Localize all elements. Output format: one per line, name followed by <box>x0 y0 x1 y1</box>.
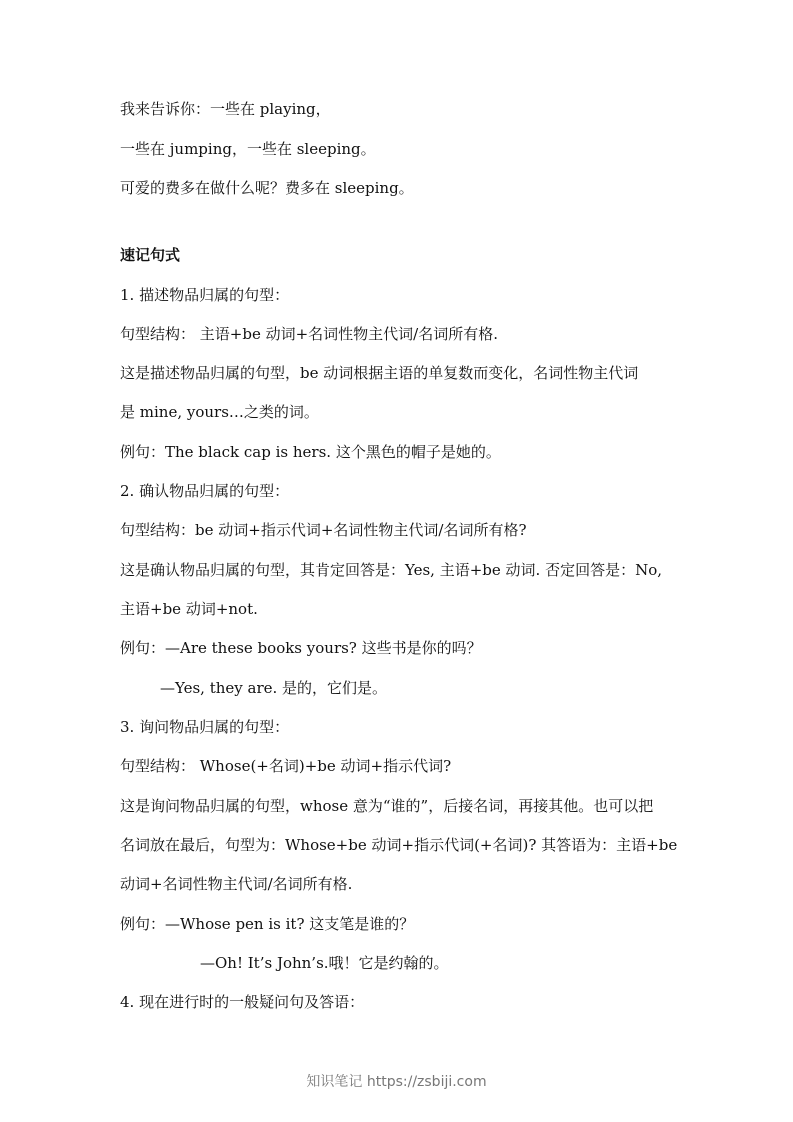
item-2-structure: 句型结构：be 动词+指示代词+名词性物主代词/名词所有格? <box>120 521 527 539</box>
item-2-description-line-1: 这是确认物品归属的句型，其肯定回答是：Yes, 主语+be 动词. 否定回答是：No, <box>120 561 662 579</box>
page-footer: 知识笔记 https://zsbiji.com <box>306 1074 487 1090</box>
item-3-example: 例句：—Whose pen is it? 这支笔是谁的？ <box>120 915 415 933</box>
item-3-title: 3. 询问物品归属的句型： <box>120 718 290 736</box>
intro-line-3: 可爱的费多在做什么呢？费多在 sleeping。 <box>120 179 414 197</box>
item-3-description-line-3: 动词+名词性物主代词/名词所有格. <box>120 875 353 893</box>
item-4-title: 4. 现在进行时的一般疑问句及答语： <box>120 993 365 1011</box>
item-1-example: 例句：The black cap is hers. 这个黑色的帽子是她的。 <box>120 443 501 461</box>
item-3-description-line-2: 名词放在最后，句型为：Whose+be 动词+指示代词(+名词)? 其答语为：主语+be <box>120 836 678 854</box>
item-3-structure: 句型结构： Whose(+名词)+be 动词+指示代词? <box>120 757 452 775</box>
item-1-description-line-2: 是 mine, yours…之类的词。 <box>120 403 319 421</box>
item-2-title: 2. 确认物品归属的句型： <box>120 482 290 500</box>
item-2-description-line-2: 主语+be 动词+not. <box>120 600 258 618</box>
item-1-structure: 句型结构： 主语+be 动词+名词性物主代词/名词所有格. <box>120 325 498 343</box>
item-1-description-line-1: 这是描述物品归属的句型，be 动词根据主语的单复数而变化，名词性物主代词 <box>120 364 639 382</box>
section-title: 速记句式 <box>120 246 181 264</box>
item-1-title: 1. 描述物品归属的句型： <box>120 286 290 304</box>
item-2-example-answer: —Yes, they are. 是的，它们是。 <box>160 679 388 697</box>
item-3-example-answer: —Oh! It’s John’s.哦！它是约翰的。 <box>200 954 449 972</box>
item-3-description-line-1: 这是询问物品归属的句型，whose 意为“谁的”，后接名词，再接其他。也可以把 <box>120 797 654 815</box>
intro-line-1: 我来告诉你：一些在 playing， <box>120 100 331 118</box>
intro-line-2: 一些在 jumping，一些在 sleeping。 <box>120 140 376 158</box>
item-2-example: 例句：—Are these books yours? 这些书是你的吗？ <box>120 639 482 657</box>
